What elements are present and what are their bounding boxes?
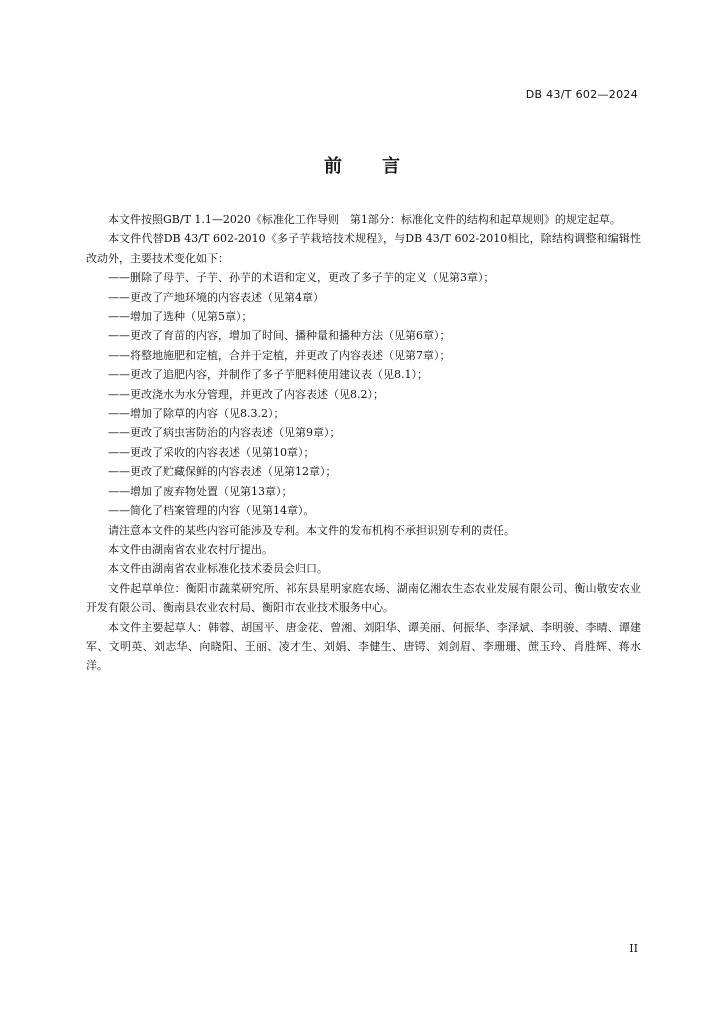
change-item: ——更改了追肥内容，并制作了多子芋肥料使用建议表（见8.1）； (108, 368, 428, 382)
change-item: ——更改了病虫害防治的内容表述（见第9章）； (108, 426, 341, 440)
paragraph-proposer: 本文件由湖南省农业农村厅提出。 (108, 542, 273, 556)
change-item: ——删除了母芋、子芋、孙芋的术语和定义，更改了多子芋的定义（见第3章）； (108, 271, 495, 285)
change-item: ——增加了除草的内容（见8.3.2）； (108, 407, 285, 421)
standard-code: DB 43/T 602—2024 (525, 88, 638, 101)
foreword-body (86, 210, 641, 676)
paragraph-patent-notice: 请注意本文件的某些内容可能涉及专利。本文件的发布机构不承担识别专利的责任。 (108, 523, 515, 537)
paragraph-drafting-rules: 本文件按照GB/T 1.1—2020《标准化工作导则 第1部分：标准化文件的结构和起草规则》的规定起草。 (108, 213, 621, 226)
paragraph-replacement: 本文件代替DB 43/T 602-2010《多子芋栽培技术规程》，与DB 43/T 602-2010相比，除结构调整和编辑性改动外，主要技术变化如下： (86, 232, 641, 265)
paragraph-drafting-units: 文件起草单位：衡阳市蔬菜研究所、祁东县星明家庭农场、湖南亿湘农生态农业发展有限公司、衡山敬安农业开发有限公司、衡南县农业农村局、衡阳市农业技术服务中心。 (86, 581, 641, 615)
change-item: ——增加了废弃物处置（见第13章）； (108, 484, 293, 498)
change-item: ——更改了采收的内容表述（见第10章）； (108, 445, 315, 459)
change-item: ——简化了档案管理的内容（见第14章）。 (108, 504, 315, 518)
page-title: 前言 (324, 156, 440, 177)
change-item: ——更改了育苗的内容，增加了时间、播种量和播种方法（见第6章）； (108, 329, 451, 343)
change-item: ——将整地施肥和定植，合并于定植，并更改了内容表述（见第7章）； (108, 348, 451, 362)
change-item: ——增加了选种（见第5章）； (108, 310, 253, 324)
page-number: II (629, 942, 638, 955)
paragraph-committee: 本文件由湖南省农业标准化技术委员会归口。 (108, 562, 328, 576)
change-item: ——更改了贮藏保鲜的内容表述（见第12章）； (108, 465, 337, 479)
change-item: ——更改了产地环境的内容表述（见第4章） (108, 290, 324, 304)
change-item: ——更改浇水为水分管理，并更改了内容表述（见8.2）； (108, 387, 384, 401)
paragraph-drafters: 本文件主要起草人：韩蓉、胡国平、唐金花、曾湘、刘阳华、谭美丽、何振华、李泽斌、李明骏、李晴、谭建军、文明英、刘志华、向晓阳、王丽、凌才生、刘娟、李健生、唐锷、刘剑眉、李珊珊、蔗玉玲、肖胜辉、蒋水洋。 (86, 620, 641, 673)
